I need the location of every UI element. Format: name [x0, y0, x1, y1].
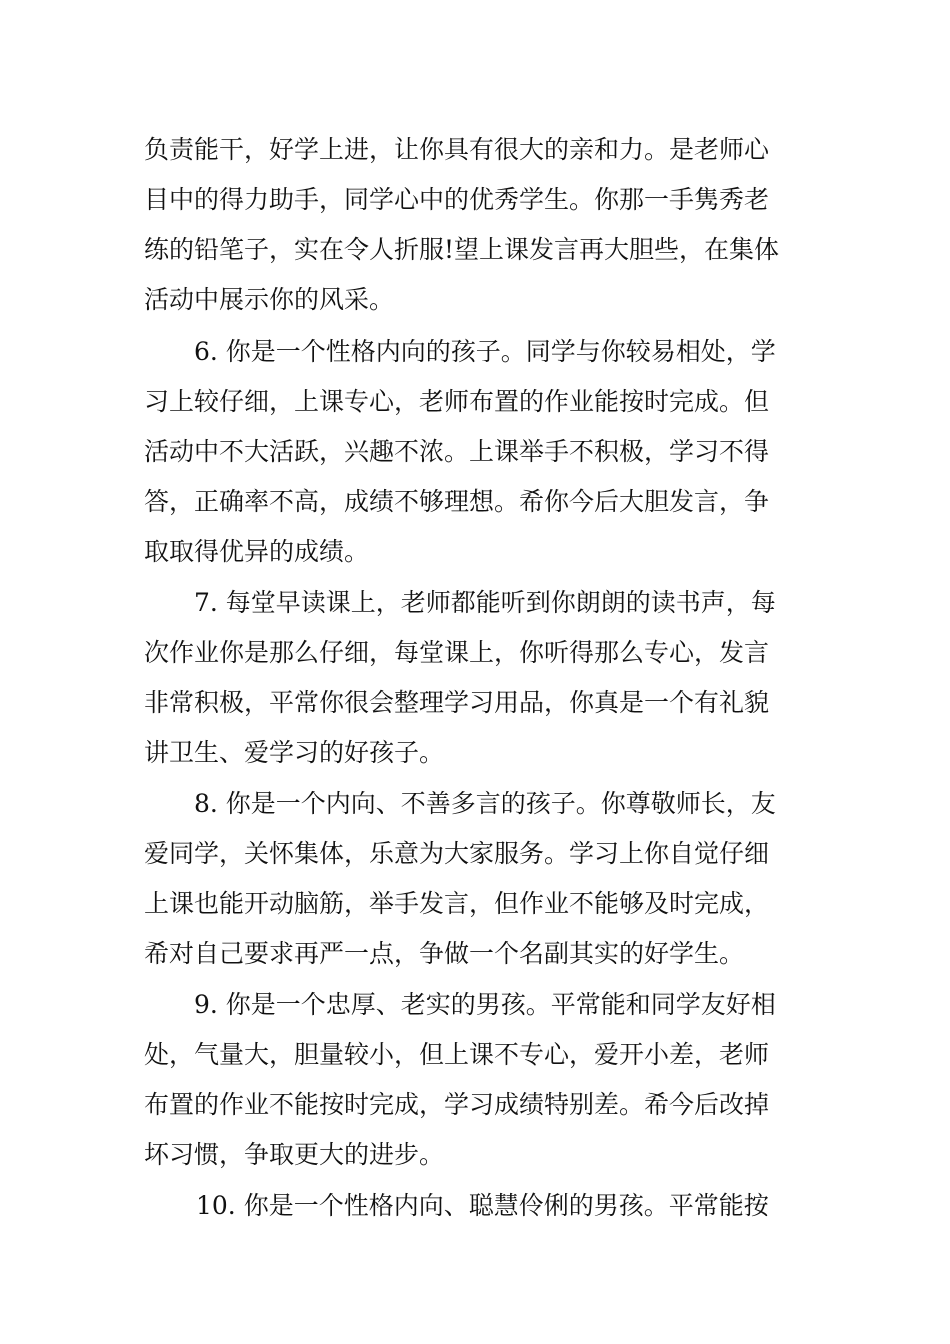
paragraph-10-first-line: 10. 你是一个性格内向、聪慧伶俐的男孩。平常能按 [196, 1191, 769, 1220]
text-line: 练的铅笔子，实在令人折服!望上课发言再大胆些，在集体 [144, 235, 780, 264]
text-line: 坏习惯，争取更大的进步。 [144, 1140, 445, 1169]
text-line: 非常积极，平常你很会整理学习用品，你真是一个有礼貌 [144, 688, 770, 717]
text-line: 次作业你是那么仔细，每堂课上，你听得那么专心，发言 [144, 638, 770, 667]
text-line: 答，正确率不高，成绩不够理想。希你今后大胆发言，争 [144, 487, 770, 516]
text-line: 取取得优异的成绩。 [144, 537, 370, 566]
text-line: 活动中展示你的风采。 [144, 285, 395, 314]
text-line: 爱同学，关怀集体，乐意为大家服务。学习上你自觉仔细 [144, 839, 770, 868]
text-line: 上课也能开动脑筋，举手发言，但作业不能够及时完成， [144, 889, 770, 918]
paragraph-8-first-line: 8. 你是一个内向、不善多言的孩子。你尊敬师长，友 [194, 789, 776, 818]
text-line: 习上较仔细，上课专心，老师布置的作业能按时完成。但 [144, 387, 770, 416]
text-line: 活动中不大活跃，兴趣不浓。上课举手不积极，学习不得 [144, 437, 770, 466]
text-line: 目中的得力助手，同学心中的优秀学生。你那一手隽秀老 [144, 185, 770, 214]
text-line: 布置的作业不能按时完成，学习成绩特别差。希今后改掉 [144, 1090, 770, 1119]
paragraph-7-first-line: 7. 每堂早读课上，老师都能听到你朗朗的读书声，每 [194, 588, 776, 617]
text-line: 负责能干，好学上进，让你具有很大的亲和力。是老师心 [144, 135, 770, 164]
text-line: 希对自己要求再严一点，争做一个名副其实的好学生。 [144, 939, 745, 968]
paragraph-6-first-line: 6. 你是一个性格内向的孩子。同学与你较易相处，学 [194, 337, 776, 366]
text-line: 讲卫生、爱学习的好孩子。 [144, 738, 445, 767]
text-line: 处，气量大，胆量较小，但上课不专心，爱开小差，老师 [144, 1040, 770, 1069]
paragraph-9-first-line: 9. 你是一个忠厚、老实的男孩。平常能和同学友好相 [194, 990, 776, 1019]
